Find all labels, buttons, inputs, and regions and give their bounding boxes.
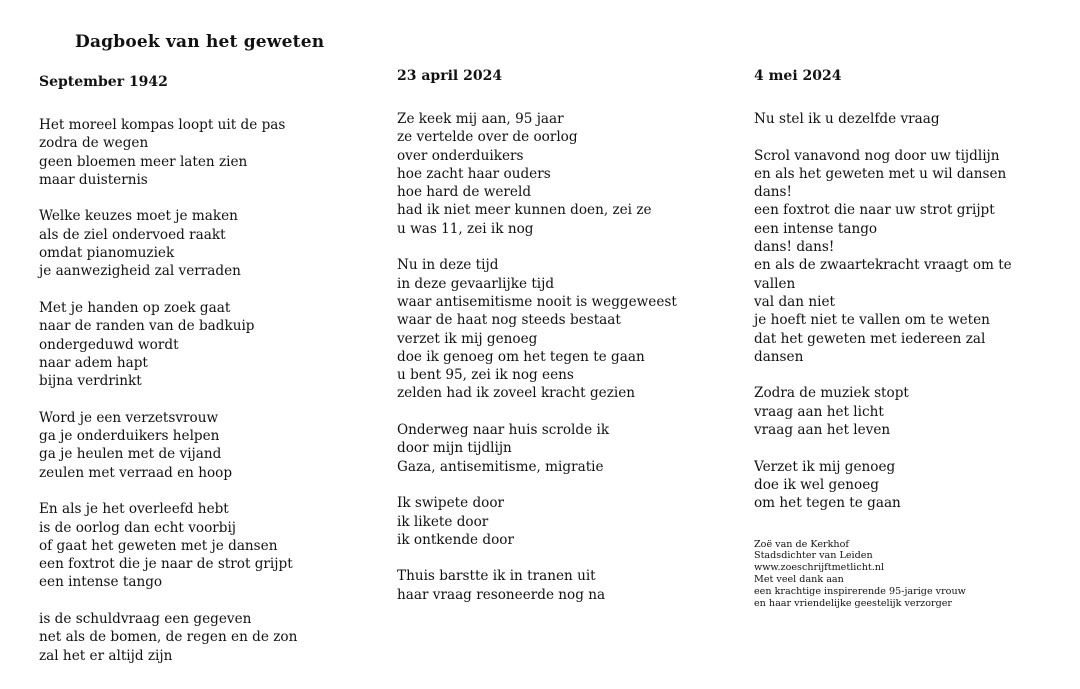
poem-column-september-1942 <box>39 68 379 683</box>
poem-line: u was 11, zei ik nog <box>397 220 534 237</box>
poem-stanza <box>397 110 737 238</box>
poem-line: je hoeft niet te vallen om te weten <box>754 312 990 329</box>
poem-stanza <box>39 610 379 665</box>
poem-line: Met je handen op zoek gaat <box>39 299 231 316</box>
poem-line: ondergeduwd wordt <box>39 336 179 353</box>
column-date-heading: September 1942 <box>39 74 168 90</box>
poem-line: Het moreel kompas loopt uit de pas <box>39 117 286 133</box>
poem-stanza <box>397 256 737 402</box>
poem-line: een intense tango <box>39 574 163 591</box>
poem-stanza <box>754 110 1064 128</box>
poem-line: net als de bomen, de regen en de zon <box>39 629 298 646</box>
poem-line: over onderduikers <box>397 147 524 164</box>
poem-line: u bent 95, zei ik nog eens <box>397 367 574 384</box>
poem-stanza <box>39 409 379 482</box>
poem-stanza <box>39 116 379 189</box>
poem-line: En als je het overleefd hebt <box>39 501 229 518</box>
poem-line: vraag aan het licht <box>754 403 884 420</box>
poem-line: en als de zwaartekracht vraagt om te <box>754 257 1012 274</box>
poem-line: Zodra de muziek stopt <box>754 385 909 402</box>
poem-line: ga je heulen met de vijand <box>39 446 222 463</box>
poem-line: bijna verdrinkt <box>39 373 142 390</box>
poem-line: Verzet ik mij genoeg <box>754 458 896 475</box>
credit-line: Stadsdichter van Leiden <box>754 550 873 562</box>
poem-line: ik ontkende door <box>397 531 514 548</box>
poem-stanza <box>754 458 1064 513</box>
poem-line: een foxtrot die je naar de strot grijpt <box>39 556 293 573</box>
poem-line: zeulen met verraad en hoop <box>39 464 233 481</box>
poem-line: hoe hard de wereld <box>397 184 532 201</box>
poem-line: had ik niet meer kunnen doen, zei ze <box>397 202 652 219</box>
poem-line: dans! dans! <box>754 239 835 256</box>
poem-column-23-april-2024 <box>397 66 737 622</box>
credit-line: www.zoeschrijftmetlicht.nl <box>754 562 885 574</box>
poem-line: en als het geweten met u wil dansen <box>754 165 1007 182</box>
poem-line: geen bloemen meer laten zien <box>39 153 248 170</box>
poem-line: vallen <box>754 275 796 292</box>
poem-line: waar antisemitisme nooit is weggeweest <box>397 293 677 310</box>
poem-line: door mijn tijdlijn <box>397 440 512 457</box>
poem-line: in deze gevaarlijke tijd <box>397 275 555 292</box>
poem-line: is de schuldvraag een gegeven <box>39 611 252 628</box>
credit-line: Met veel dank aan <box>754 573 844 585</box>
column-date-heading: 4 mei 2024 <box>754 68 842 84</box>
poem-line: Welke keuzes moet je maken <box>39 208 238 225</box>
author-credits <box>754 539 1064 610</box>
stanza-list <box>397 110 737 604</box>
poem-stanza <box>397 567 737 604</box>
poem-line: dansen <box>754 348 804 365</box>
poem-line: ga je onderduikers helpen <box>39 428 220 445</box>
poem-stanza <box>754 384 1064 439</box>
poem-line: dans! <box>754 184 793 201</box>
poem-line: een foxtrot die naar uw strot grijpt <box>754 202 995 219</box>
poem-line: Gaza, antisemitisme, migratie <box>397 458 604 475</box>
poem-line: haar vraag resoneerde nog na <box>397 586 606 603</box>
poem-line: maar duisternis <box>39 171 148 188</box>
poem-line: ik likete door <box>397 513 489 530</box>
poem-line: omdat pianomuziek <box>39 245 175 262</box>
poem-line: zal het er altijd zijn <box>39 647 173 664</box>
poem-line: Nu in deze tijd <box>397 257 499 274</box>
document-title: Dagboek van het geweten <box>75 32 325 52</box>
poem-line: Nu stel ik u dezelfde vraag <box>754 111 940 127</box>
column-date-heading: 23 april 2024 <box>397 68 503 84</box>
poem-stanza <box>39 299 379 390</box>
poem-line: waar de haat nog steeds bestaat <box>397 312 621 329</box>
poem-line: Onderweg naar huis scrolde ik <box>397 422 610 439</box>
credit-line: een krachtige inspirerende 95-jarige vrouw <box>754 585 966 597</box>
poem-line: doe ik wel genoeg <box>754 476 879 493</box>
poem-line: Scrol vanavond nog door uw tijdlijn <box>754 147 1000 164</box>
credit-line: Zoë van de Kerkhof <box>754 538 849 550</box>
poem-line: ze vertelde over de oorlog <box>397 129 578 146</box>
poem-line: Thuis barstte ik in tranen uit <box>397 568 596 585</box>
poem-line: zelden had ik zoveel kracht gezien <box>397 385 635 402</box>
poem-stanza <box>39 207 379 280</box>
stanza-list <box>754 110 1064 513</box>
poem-line: je aanwezigheid zal verraden <box>39 263 241 280</box>
poem-line: vraag aan het leven <box>754 422 891 439</box>
stanza-list <box>39 116 379 665</box>
poem-line: doe ik genoeg om het tegen te gaan <box>397 348 645 365</box>
poem-stanza <box>754 147 1064 367</box>
poem-line: zodra de wegen <box>39 135 149 152</box>
poem-line: is de oorlog dan echt voorbij <box>39 519 237 536</box>
poem-line: om het tegen te gaan <box>754 495 901 512</box>
poem-line: als de ziel ondervoed raakt <box>39 226 226 243</box>
poem-line: dat het geweten met iedereen zal <box>754 330 986 347</box>
poem-line: Ze keek mij aan, 95 jaar <box>397 111 564 127</box>
poem-stanza <box>39 500 379 591</box>
poem-line: of gaat het geweten met je dansen <box>39 537 278 554</box>
poem-line: een intense tango <box>754 220 878 237</box>
poem-line: Word je een verzetsvrouw <box>39 409 219 426</box>
poem-line: hoe zacht haar ouders <box>397 165 551 182</box>
credit-line: en haar vriendelijke geestelijk verzorger <box>754 597 952 609</box>
poem-line: Ik swipete door <box>397 495 505 512</box>
poem-stanza <box>397 421 737 476</box>
poem-stanza <box>397 494 737 549</box>
poem-line: val dan niet <box>754 293 835 310</box>
poem-line: naar de randen van de badkuip <box>39 318 255 335</box>
poem-column-4-mei-2024 <box>754 66 1064 609</box>
poem-line: verzet ik mij genoeg <box>397 330 538 347</box>
poem-line: naar adem hapt <box>39 354 148 371</box>
